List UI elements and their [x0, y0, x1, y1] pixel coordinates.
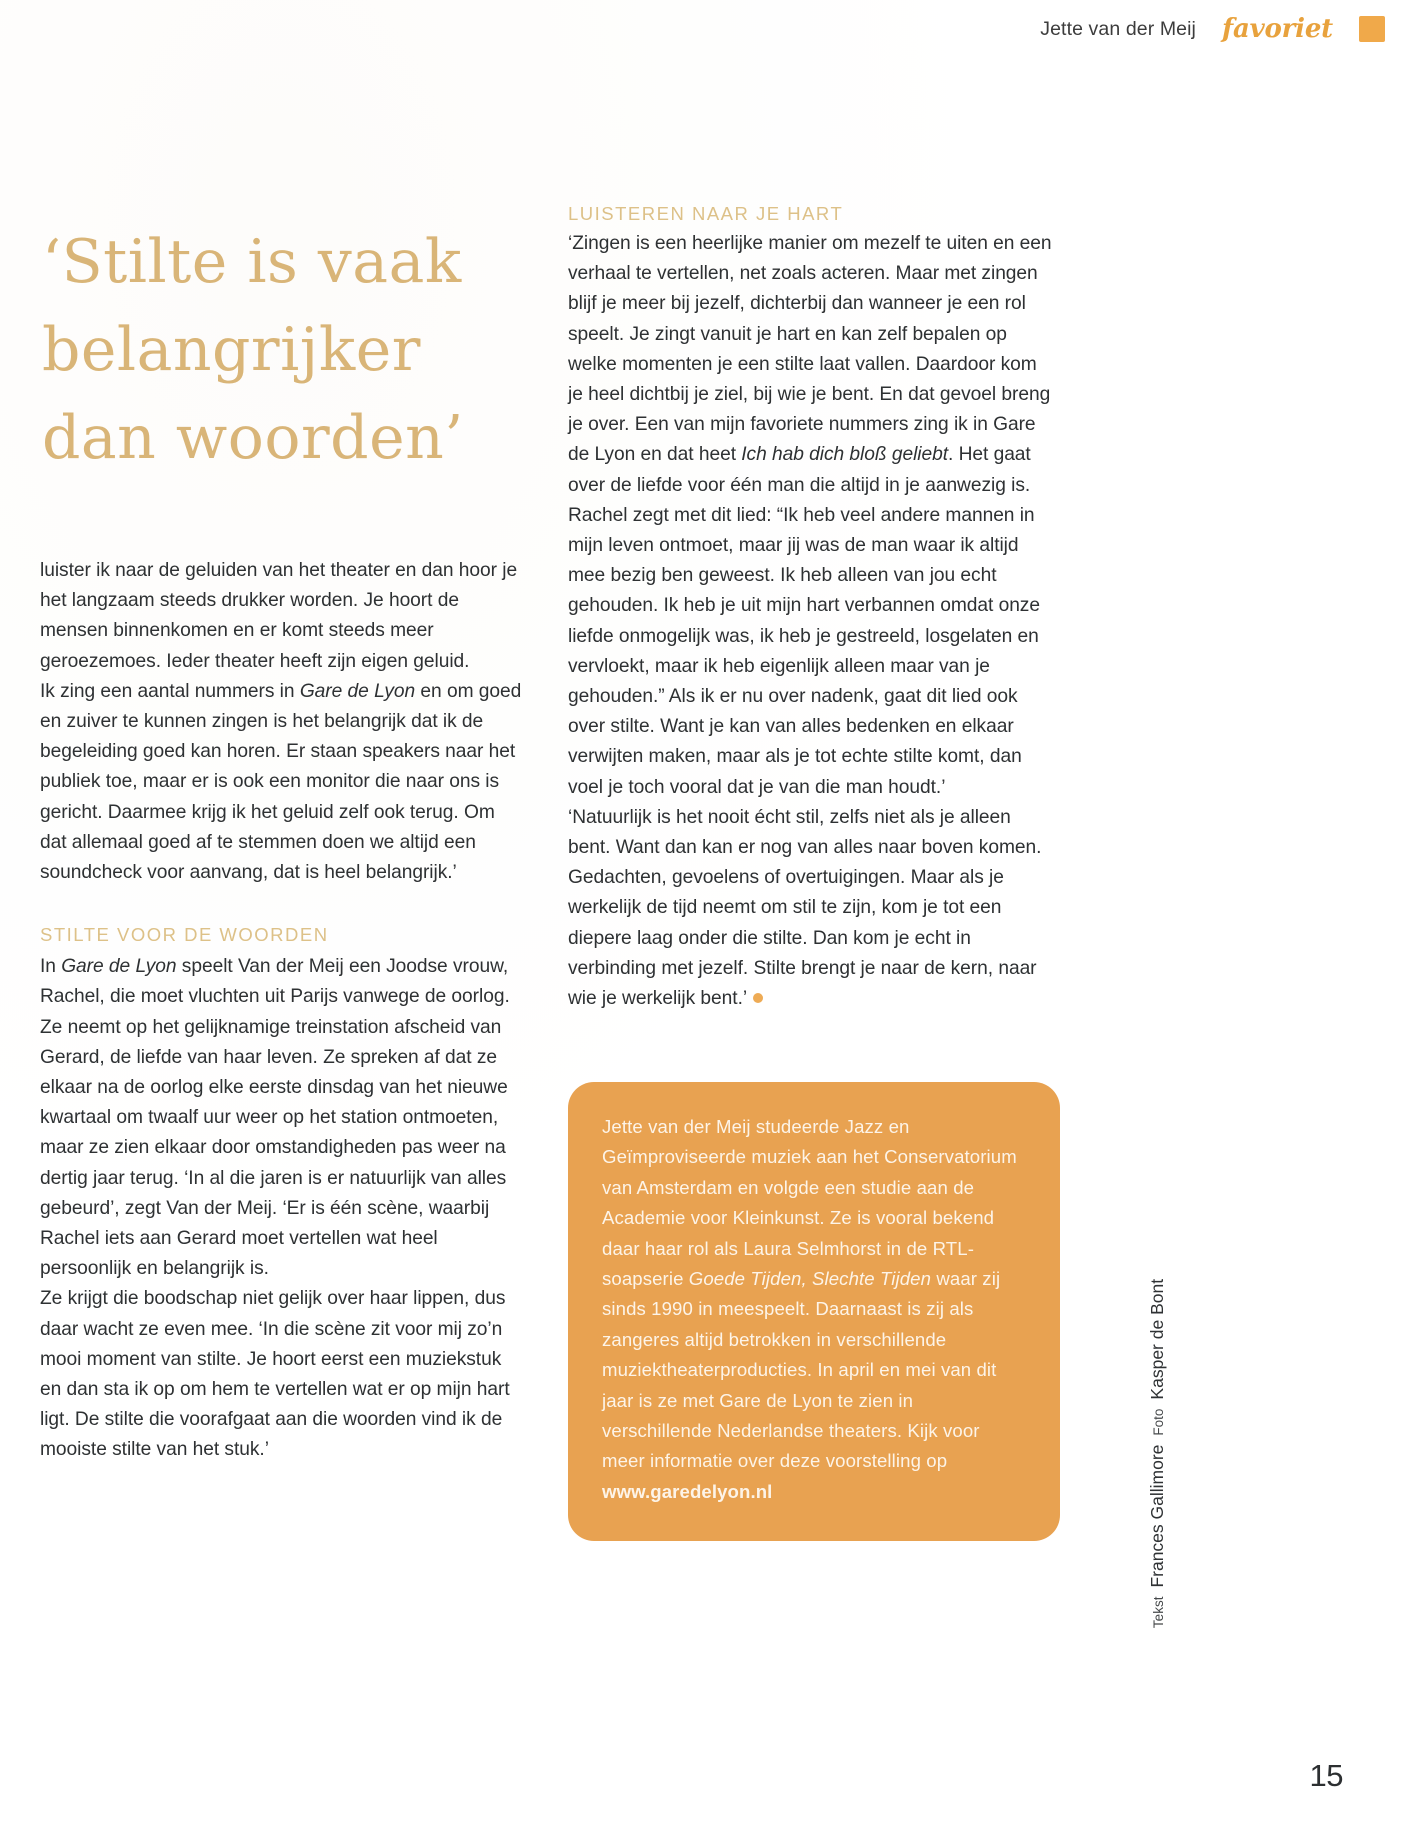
right-p1-italic-song: Ich hab dich bloß geliebt: [741, 444, 949, 466]
right-paragraph-2: [568, 803, 1052, 1014]
page-header: [1040, 14, 1385, 44]
left-p3-pre: In: [40, 956, 62, 978]
headline-line-1: ‘Stilte is vaak: [42, 227, 462, 298]
right-p2-text: ‘Natuurlijk is het nooit écht stil, zelfs niet als je alleen bent. Want dan kan er nog van alles naar boven komen. Gedachten, gevoelens of overtuigingen. Maar als je werkelijk de tijd neemt om stil te zijn, kom je tot een diepere laag onder die stilte. Dan kom je echt in verbinding met jezelf. Stilte brengt je naar de kern, naar wie je werkelijk bent.’: [568, 806, 1042, 1010]
page-title: [42, 218, 562, 482]
left-p2-italic-title: Gare de Lyon: [299, 680, 416, 702]
credits-writer-name: Frances Gallimore: [1147, 1444, 1168, 1588]
header-brand-logo: favoriet: [1221, 14, 1333, 44]
credits-vertical: [1138, 1084, 1178, 1629]
left-p2-pre: Ik zing een aantal nummers in: [40, 680, 300, 702]
section-heading-stilte-voor-de-woorden: STILTE VOOR DE WOORDEN: [40, 924, 329, 946]
end-of-article-dot-icon: [753, 993, 763, 1003]
biography-infobox: [568, 1082, 1060, 1541]
right-p1-post: . Het gaat over de liefde voor één man die altijd in je aanwezig is. Rachel zegt met dit lied: “Ik heb veel andere mannen in mijn leven ontmoet, maar jij was de man waar ik altijd mee bezig ben geweest. Ik heb alleen van jou echt gehouden. Ik heb je uit mijn hart verbannen omdat onze liefde onmogelijk was, ik heb je gestreeld, losgelaten en vervloekt, maar ik heb eigenlijk alleen maar van je gehouden.” Als ik er nu over nadenk, gaat dit lied ook over stilte. Want je kan van alles bedenken en elkaar verwijten maken, maar als je tot echte stilte komt, dan voel je toch vooral dat je van die man houdt.’: [568, 444, 1040, 798]
headline-line-3: dan woorden’: [42, 403, 464, 474]
header-person-name: Jette van der Meij: [1040, 17, 1196, 40]
right-p1-pre: ‘Zingen is een heerlijke manier om mezelf te uiten en een verhaal te vertellen, net zoals acteren. Maar met zingen blijf je meer bij jezelf, dichterbij dan wanneer je een rol speelt. Je zingt vanuit je hart en kan zelf bepalen op welke momenten je een stilte laat vallen. Daardoor kom je heel dichtbij je ziel, bij wie je bent. En dat gevoel breng je over. Een van mijn favoriete nummers zing ik in Gare de Lyon en dat heet: [568, 233, 1052, 466]
infobox-text-mid: waar zij sinds 1990 in meespeelt. Daarnaast is zij als zangeres altijd betrokken in verschillende muziektheaterproducties. In april en mei van dit jaar is ze met Gare de Lyon te zien in verschillende Nederlandse theaters. Kijk voor meer informatie over deze voorstelling op: [602, 1268, 1001, 1472]
left-p3-post: speelt Van der Meij een Joodse vrouw, Rachel, die moet vluchten uit Parijs vanwege de oorlog. Ze neemt op het gelijknamige treinstation afscheid van Gerard, de liefde van haar leven. Ze spreken af dat ze elkaar na de oorlog elke eerste dinsdag van het nieuwe kwartaal om twaalf uur weer op het station ontmoeten, maar ze zien elkaar door omstandigheden pas weer na dertig jaar terug. ‘In al die jaren is er natuurlijk van alles gebeurd’, zegt Van der Meij. ‘Er is één scène, waarbij Rachel iets aan Gerard moet vertellen wat heel persoonlijk en belangrijk is.: [40, 956, 510, 1280]
infobox-text-pre: Jette van der Meij studeerde Jazz en Geïmproviseerde muziek aan het Conservatorium van Amsterdam en volgde een studie aan de Academie voor Kleinkunst. Ze is vooral bekend daar haar rol als Laura Selmhorst in de RTL-soapserie: [602, 1116, 1017, 1290]
credits-label-foto: Foto: [1151, 1408, 1167, 1436]
left-p3-italic-title: Gare de Lyon: [61, 956, 177, 978]
infobox-italic-show-title: Goede Tijden, Slechte Tijden: [688, 1268, 932, 1290]
page-number: 15: [1309, 1758, 1343, 1793]
infobox-website-url[interactable]: www.garedelyon.nl: [602, 1480, 773, 1502]
headline-line-2: belangrijker: [42, 315, 421, 386]
left-paragraph-4: Ze krijgt die boodschap niet gelijk over haar lippen, dus daar wacht ze even mee. ‘In die scène zit voor mij zo’n mooi moment van stilte. Je hoort eerst een muziekstuk en dan sta ik op om hem te vertellen wat er op mijn hart ligt. De stilte die voorafgaat aan die woorden vind ik de mooiste stilte van het stuk.’: [40, 1288, 510, 1461]
left-paragraph-2: [40, 677, 524, 888]
left-paragraph-3: [40, 952, 524, 1284]
section-heading-luisteren-naar-je-hart: LUISTEREN NAAR JE HART: [568, 203, 844, 224]
left-p2-post: en om goed en zuiver te kunnen zingen is het belangrijk dat ik de begeleiding goed kan horen. Er staan speakers naar het publiek toe, maar er is ook een monitor die naar ons is gericht. Daarmee krijg ik het geluid zelf ook terug. Om dat allemaal goed af te stemmen doen we altijd een soundcheck voor aanvang, dat is heel belangrijk.’: [40, 680, 522, 884]
credits-photographer-name: Kasper de Bont: [1147, 1278, 1168, 1400]
credits-label-tekst: Tekst: [1151, 1596, 1167, 1629]
right-column: [568, 203, 1052, 1014]
header-square-icon: [1359, 16, 1385, 42]
right-paragraph-1: [568, 229, 1052, 803]
left-paragraph-1: luister ik naar de geluiden van het theater en dan hoor je het langzaam steeds drukker worden. Je hoort de mensen binnenkomen en er komt steeds meer geroezemoes. Ieder theater heeft zijn eigen geluid.: [40, 560, 518, 672]
left-column: [40, 556, 524, 1466]
